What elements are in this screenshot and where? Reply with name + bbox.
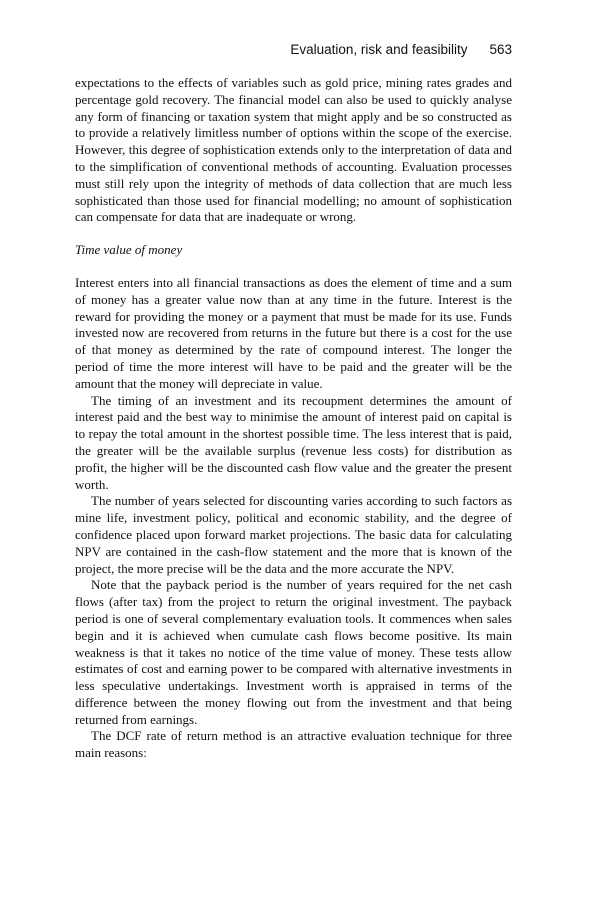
paragraph: The number of years selected for discounting varies according to such factors as mine life, investment policy, political and economic stability, and the degree of confidence placed upon forward market projections. The basic data for calculating NPV are contained in the cash-flow statement and the more that is known of the project, the more precise will be the data and the more accurate the NPV. <box>75 493 512 576</box>
paragraph: Note that the payback period is the number of years required for the net cash flows (after tax) from the project to return the original investment. The payback period is one of several complementary evaluation tools. It commences when sales begin and it is achieved when cumulate cash flows become positive. Its main weakness is that it takes no notice of the time value of money. These tests allow estimates of cost and earning power to be compared with alternative investments in less speculative undertakings. Investment worth is appraised in terms of the difference between the money flowing out from the investment and that being returned from earnings. <box>75 577 512 727</box>
paragraph: The timing of an investment and its recoupment determines the amount of interest paid and the best way to minimise the amount of interest paid on capital is to repay the total amount in the shortest possible time. The less interest that is paid, the greater will be the available surplus (revenue less costs) for distribution as profit, the higher will be the discounted cash flow value and the greater the present worth. <box>75 392 512 492</box>
paragraph: Interest enters into all financial transactions as does the element of time and a sum of money has a greater value now than at any time in the future. Interest is the reward for providing the money or a payment that must be made for its use. Funds invested now are recovered from returns in the future but there is a cost for the use of that money as determined by the rate of compound interest. The longer the period of time the more interest will have to be paid and the greater will be the amount that the money will depreciate in value. <box>75 274 512 391</box>
section-heading: Time value of money <box>75 242 183 258</box>
page-number: 563 <box>489 42 512 57</box>
running-title: Evaluation, risk and feasibility <box>290 42 468 57</box>
paragraph: The DCF rate of return method is an attractive evaluation technique for three main reasons: <box>75 728 512 761</box>
body-text <box>75 75 512 762</box>
running-header <box>75 42 512 57</box>
paragraph-continued: expectations to the effects of variables such as gold price, mining rates grades and percentage gold recovery. The financial model can also be used to quickly analyse any form of financing or taxation system that might apply and be so constructed as to provide a relatively limitless number of options within the scope of the exercise. However, this degree of sophistication extends only to the interpretation of data and to the simplification of conventional methods of accounting. Evaluation processes must still rely upon the integrity of methods of data collection that are much less sophisticated than those used for financial modelling; no amount of sophistication can compensate for data that are inadequate or wrong. <box>75 75 512 225</box>
